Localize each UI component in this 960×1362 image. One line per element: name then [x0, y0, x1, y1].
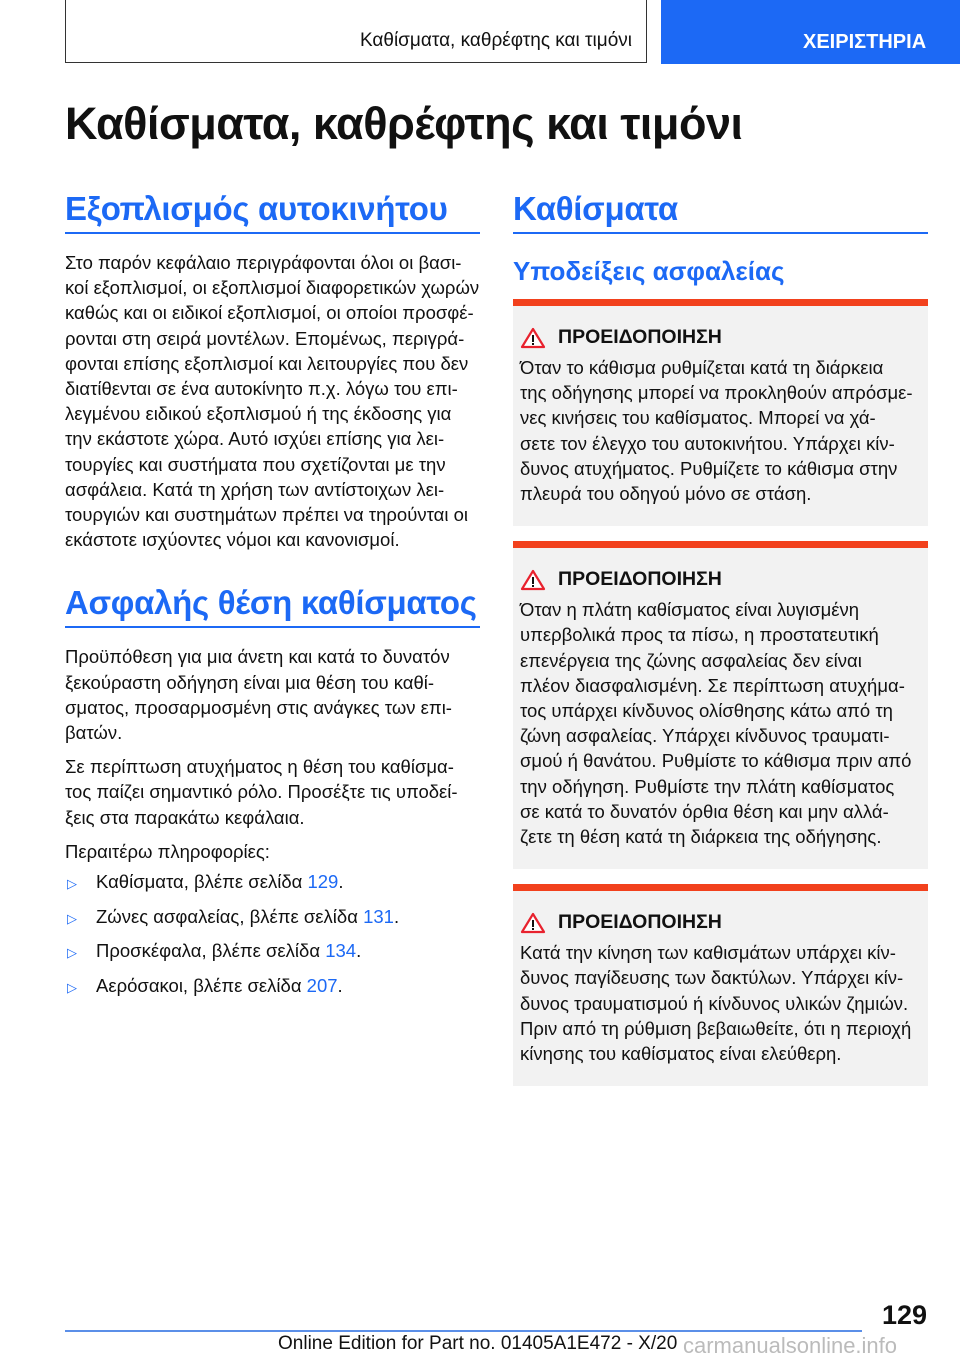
text-line: ζετε τη θέση κατά τη διάρκεια της οδήγησης. [520, 826, 882, 848]
text-line: καθώς και οι ειδικοί εξοπλισμοί, οι οποίοι προσφέ- [65, 302, 474, 324]
footer-rule [65, 1330, 862, 1332]
section-tab[interactable]: ΧΕΙΡΙΣΤΗΡΙΑ [661, 0, 960, 64]
warning-title: ΠΡΟΕΙΔΟΠΟΙΗΣΗ [558, 568, 722, 591]
bullet-icon: ▷ [67, 945, 77, 961]
warning-box [513, 541, 928, 869]
equipment-paragraph [65, 250, 480, 552]
list-item [65, 935, 480, 970]
list-item [65, 901, 480, 936]
text-line: Όταν η πλάτη καθίσματος είναι λυγισμένη [520, 599, 860, 621]
bullet-icon: ▷ [67, 979, 77, 995]
text-line: υπερβολικά προς τα πίσω, η προστατευτική [520, 624, 879, 646]
text-line: λεγμένου ειδικού εξοπλισμού ή της έκδοσης για [65, 403, 452, 425]
heading-equipment: Εξοπλισμός αυτοκινήτου [65, 190, 480, 234]
warning-triangle-icon [520, 569, 558, 591]
list-item [65, 970, 480, 1005]
text-line: σματος, προσαρμοσμένη στις ανάγκες των επι- [65, 696, 452, 718]
heading-safety-notes: Υποδείξεις ασφαλείας [513, 256, 785, 286]
text-line: νες κινήσεις του καθίσματος. Μπορεί να χά- [520, 407, 876, 429]
warning-triangle-icon [520, 912, 558, 934]
text-line: Κατά την κίνηση των καθισμάτων υπάρχει κίν- [520, 942, 896, 964]
text-line: ξεκούραστη οδήγηση είναι μια θέση του καθί- [65, 671, 435, 693]
link-list [65, 866, 480, 1004]
text-line: σετε τον έλεγχο του αυτοκινήτου. Υπάρχει κίν- [520, 432, 895, 454]
warning-title: ΠΡΟΕΙΔΟΠΟΙΗΣΗ [558, 326, 722, 348]
text-line: Στο παρόν κεφάλαιο περιγράφονται όλοι οι βασι- [65, 252, 462, 273]
page-link[interactable]: 134 [325, 940, 357, 962]
text-line: Όταν το κάθισμα ρυθμίζεται κατά τη διάρκεια [520, 357, 884, 378]
text-line: βατών. [65, 722, 123, 744]
heading-safe-seat-position: Ασφαλής θέση καθίσματος [65, 584, 480, 628]
text-line: σμού ή θανάτου. Ρυθμίστε το κάθισμα πριν από [520, 750, 912, 772]
text-line: εκάστοτε ισχύοντες νόμοι και κανονισμοί. [65, 529, 400, 551]
text-line: κοί εξοπλισμοί, οι εξοπλισμοί διαφορετικών χωρών [65, 277, 480, 299]
warning-box [513, 299, 928, 526]
period: . [337, 974, 343, 996]
left-column [65, 190, 480, 1004]
text-line: δυνος τραυματισμού ή κίνδυνος υλικών ζημιών. [520, 992, 909, 1014]
watermark: carmanualsonline.info [683, 1333, 898, 1358]
page-title: Καθίσματα, καθρέφτης και τιμόνι [65, 98, 743, 149]
period: . [393, 905, 400, 927]
text-line: την εκάστοτε χώρα. Αυτό ισχύει επίσης για λει- [65, 428, 445, 450]
text-line: διατίθενται σε ένα αυτοκίνητο π.χ. λόγω του επι- [65, 378, 458, 400]
list-item-text: Προσκέφαλα, βλέπε σελίδα [96, 940, 326, 962]
warning-text [520, 355, 920, 506]
list-item [65, 866, 480, 901]
heading-seats: Καθίσματα [513, 190, 928, 234]
text-line: τουργίες και συστήματα που σχετίζονται με την [65, 453, 446, 475]
period: . [338, 871, 344, 893]
warning-title: ΠΡΟΕΙΔΟΠΟΙΗΣΗ [558, 911, 722, 934]
text-line: πλευρά του οδηγού μόνο σε στάση. [520, 483, 812, 505]
text-line: επενέργεια της ζώνης ασφαλείας δεν είναι [520, 649, 862, 671]
list-item-text: Αερόσακοι, βλέπε σελίδα [96, 974, 307, 996]
warnings [513, 299, 928, 1086]
text-line: πλέον διασφαλισμένη. Σε περίπτωση ατυχήμα- [520, 674, 905, 696]
page-link[interactable]: 129 [307, 871, 339, 893]
warning-text [520, 597, 920, 849]
text-line: ζώνη ασφαλείας. Υπάρχει κίνδυνος τραυματι- [520, 725, 890, 747]
text-line: τουργιών και συστημάτων πρέπει να τηρούνται οι [65, 504, 468, 526]
period: . [356, 940, 362, 962]
page-link[interactable]: 207 [306, 974, 338, 996]
more-info-label: Περαιτέρω πληροφορίες: [65, 840, 270, 862]
text-line: Προϋπόθεση για μια άνετη και κατά το δυνατόν [65, 646, 450, 668]
text-line: της οδήγησης μπορεί να προκληθούν απρόσμε- [520, 382, 913, 404]
warning-triangle-icon [520, 327, 558, 349]
header-breadcrumb: Καθίσματα, καθρέφτης και τιμόνι [359, 30, 632, 51]
text-line: ρονται στη σειρά μοντέλων. Επομένως, περιγρά- [65, 327, 465, 349]
page-link[interactable]: 131 [363, 905, 394, 927]
text-line: τος παίζει σημαντικό ρόλο. Προσέξτε τις υποδεί- [65, 781, 458, 803]
warning-box [513, 884, 928, 1086]
bullet-icon: ▷ [67, 876, 77, 892]
text-line: δυνος ατυχήματος. Ρυθμίζετε το κάθισμα στην [520, 457, 898, 479]
right-column [513, 190, 928, 1101]
warning-text [520, 940, 920, 1066]
list-item-text: Καθίσματα, βλέπε σελίδα [96, 871, 308, 893]
text-line: κίνησης του καθίσματος είναι ελεύθερη. [520, 1043, 842, 1065]
text-line: τος υπάρχει κίνδυνος ολίσθησης κάτω από τη [520, 700, 893, 722]
edition-text: Online Edition for Part no. 01405A1E472 - X/20 [278, 1333, 678, 1354]
text-line: δυνος παγίδευσης των δακτύλων. Υπάρχει κίν- [520, 967, 904, 989]
list-item-text: Ζώνες ασφαλείας, βλέπε σελίδα [96, 905, 364, 927]
text-line: ξεις στα παρακάτω κεφάλαια. [65, 806, 305, 828]
page-number: 129 [882, 1300, 928, 1330]
text-line: Πριν από τη ρύθμιση βεβαιωθείτε, ότι η περιοχή [520, 1017, 912, 1039]
text-line: Σε περίπτωση ατυχήματος η θέση του καθίσμα- [65, 756, 454, 778]
text-line: φονται επίσης εξοπλισμοί και λειτουργίες που δεν [65, 352, 469, 374]
seat-paragraph-1 [65, 644, 480, 745]
seat-paragraph-2 [65, 754, 480, 830]
text-line: σε κατά το δυνατόν όρθια θέση και μην αλλά- [520, 800, 889, 822]
text-line: ασφάλεια. Κατά τη χρήση των αντίστοιχων λει- [65, 478, 445, 500]
text-line: την οδήγηση. Ρυθμίστε την πλάτη καθίσματος [520, 775, 895, 797]
bullet-icon: ▷ [67, 910, 77, 926]
running-header [65, 0, 647, 63]
